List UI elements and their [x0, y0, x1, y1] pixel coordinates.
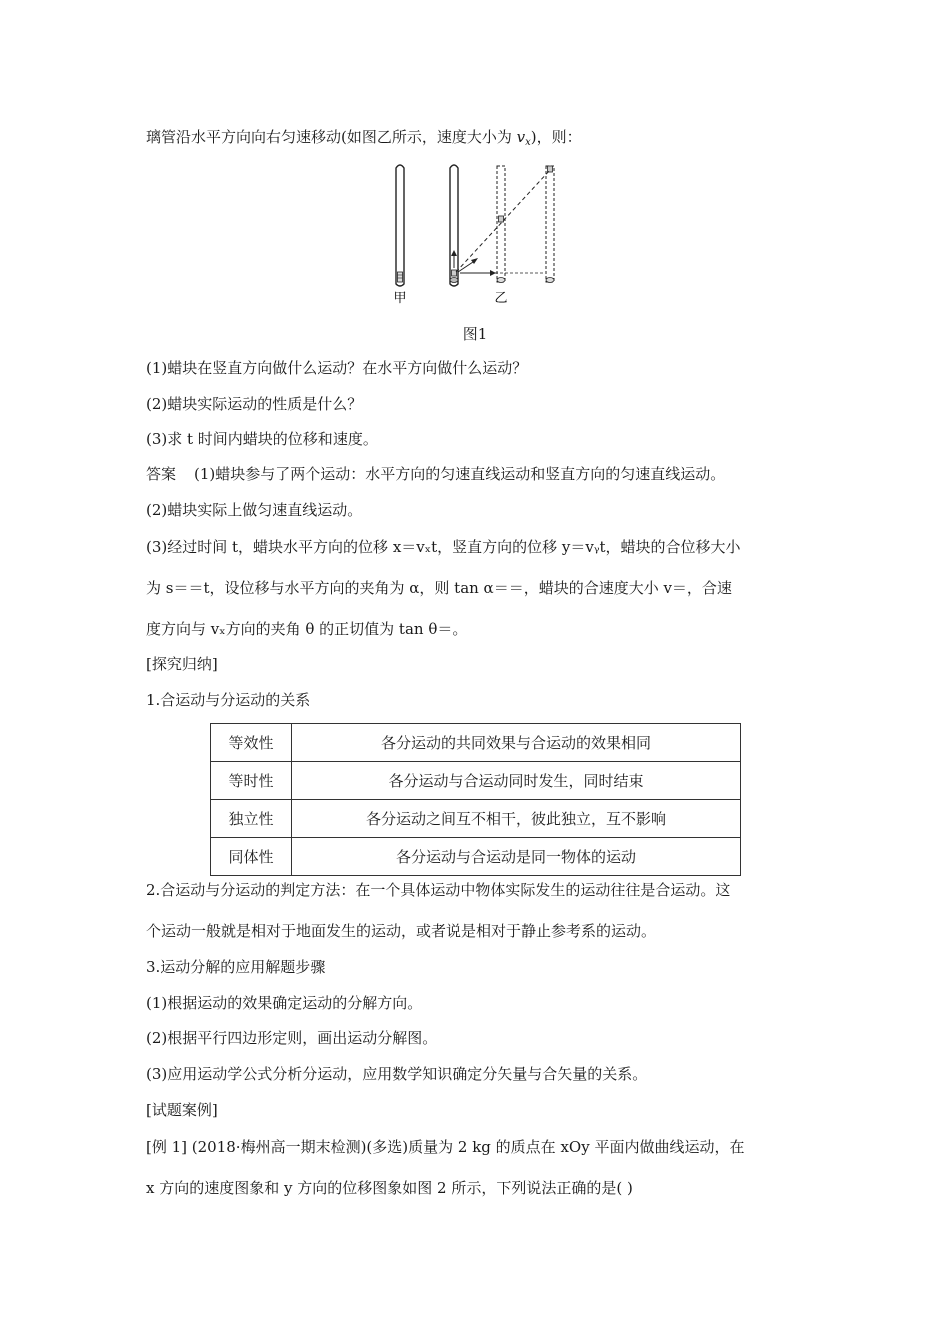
- answer-label: 答案: [146, 465, 177, 483]
- tube-dashed-1: [497, 166, 505, 283]
- tube-jia: [396, 165, 404, 286]
- answer-line-1: [146, 464, 725, 484]
- relation-table: [210, 723, 741, 876]
- table-key: 独立性: [211, 800, 292, 838]
- answer-3-line-1: (3)经过时间 t，蜡块水平方向的位移 x＝vₓt，竖直方向的位移 y＝vᵧt，蜡块的合位移大小: [146, 538, 741, 556]
- tube-dashed-2: [546, 166, 554, 283]
- velocity-symbol: v: [516, 128, 526, 146]
- label-yi: 乙: [494, 291, 508, 306]
- table-key: 等效性: [211, 724, 292, 762]
- answer-1: (1)蜡块参与了两个运动：水平方向的匀速直线运动和竖直方向的匀速直线运动。: [194, 465, 726, 483]
- section-header-example: [试题案例]: [146, 1101, 218, 1119]
- glass-tube-figure: [380, 160, 580, 310]
- figure-caption: 图1: [462, 325, 488, 343]
- question-1: (1)蜡块在竖直方向做什么运动？在水平方向做什么运动？: [146, 359, 528, 377]
- section-header-explore: [探究归纳]: [146, 655, 218, 673]
- table-key: 同体性: [211, 838, 292, 876]
- item-1-title: 1.合运动与分运动的关系: [146, 691, 311, 709]
- answer-3-line-3: 度方向与 vₓ方向的夹角 θ 的正切值为 tan θ＝。: [146, 620, 468, 638]
- label-jia: 甲: [393, 291, 407, 306]
- step-2: (2)根据平行四边形定则，画出运动分解图。: [146, 1029, 438, 1047]
- intro-text-end: )，则：: [530, 128, 582, 146]
- question-2: (2)蜡块实际运动的性质是什么？: [146, 395, 363, 413]
- answer-3-line-2: 为 s＝＝t，设位移与水平方向的夹角为 α，则 tan α＝＝，蜡块的合速度大小 v＝，合速: [146, 579, 732, 597]
- velocity-subscript: x: [525, 137, 531, 148]
- table-value: 各分运动与合运动是同一物体的运动: [292, 838, 741, 876]
- step-3: (3)应用运动学公式分析分运动，应用数学知识确定分矢量与合矢量的关系。: [146, 1065, 648, 1083]
- example-line-1: [例 1] (2018·梅州高一期末检测)(多选)质量为 2 kg 的质点在 xOy 平面内做曲线运动，在: [146, 1138, 745, 1156]
- intro-line: [146, 127, 582, 153]
- table-value: 各分运动的共同效果与合运动的效果相同: [292, 724, 741, 762]
- table-row: [211, 724, 741, 762]
- table-row: [211, 838, 741, 876]
- table-row: [211, 762, 741, 800]
- table-value: 各分运动之间互不相干，彼此独立，互不影响: [292, 800, 741, 838]
- intro-text: 璃管沿水平方向向右匀速移动(如图乙所示，速度大小为: [146, 128, 517, 146]
- item-2-line-1: 2.合运动与分运动的判定方法：在一个具体运动中物体实际发生的运动往往是合运动。这: [146, 881, 731, 899]
- item-2-line-2: 个运动一般就是相对于地面发生的运动，或者说是相对于静止参考系的运动。: [146, 922, 657, 940]
- item-3-title: 3.运动分解的应用解题步骤: [146, 958, 326, 976]
- step-1: (1)根据运动的效果确定运动的分解方向。: [146, 994, 423, 1012]
- table-row: [211, 800, 741, 838]
- example-line-2: x 方向的速度图象和 y 方向的位移图象如图 2 所示，下列说法正确的是( ): [146, 1179, 633, 1197]
- question-3: (3)求 t 时间内蜡块的位移和速度。: [146, 430, 378, 448]
- table-value: 各分运动与合运动同时发生，同时结束: [292, 762, 741, 800]
- table-key: 等时性: [211, 762, 292, 800]
- answer-2: (2)蜡块实际上做匀速直线运动。: [146, 501, 363, 519]
